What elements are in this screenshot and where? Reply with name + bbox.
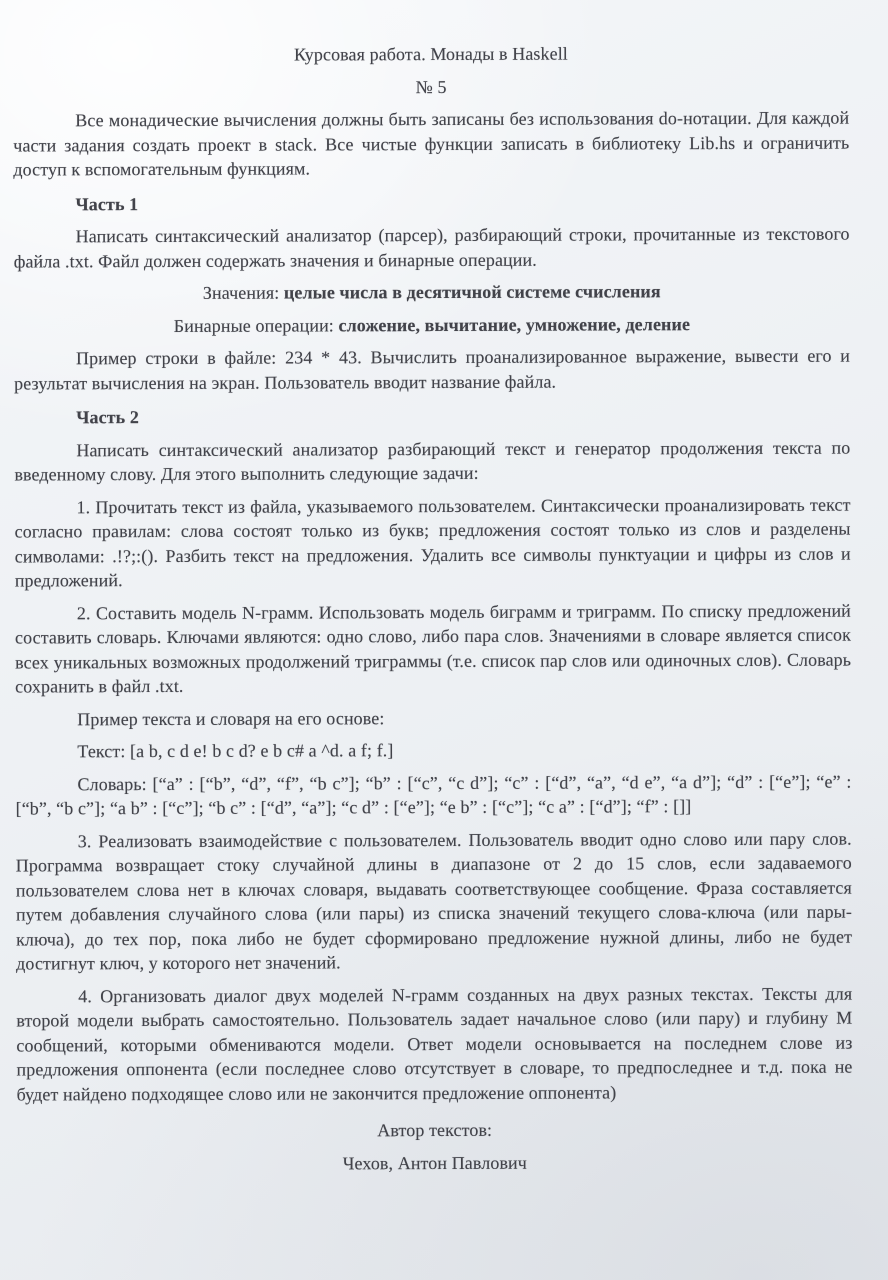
part2-heading: Часть 2 [76, 407, 140, 428]
doc-number: № 5 [415, 76, 447, 97]
part1-operations-line [14, 311, 850, 338]
part1-heading: Часть 1 [75, 193, 139, 214]
part2-example-label: Пример текста и словаря на его основе: [77, 707, 385, 729]
doc-title: Курсовая работа. Монады в Haskell [293, 43, 568, 65]
author-name: Чехов, Антон Павлович [342, 1152, 527, 1173]
part2-item-2: 2. Составить модель N-грамм. Использовать модель биграмм и триграмм. По списку предложений составить словарь. Ключами являются: одно слово, либо пара слов. Значениями в словаре является список всех уникальных возможных продолжений триграммы (т.е. список пар слов или одиночных слов). Словарь сохранить в файл .txt. [14, 600, 852, 697]
part1-example-paragraph: Пример строки в файле: 234 * 43. Вычислить проанализированное выражение, вывести его и результат вычисления на экран. Пользователь вводит название файла. [14, 345, 851, 394]
part2-task-paragraph: Написать синтаксический анализатор разбирающий текст и генератор продолжения текста по введенному слову. Для этого выполнить следующие задачи: [14, 437, 851, 485]
values-label: Значения: [202, 282, 284, 303]
part1-values-line [14, 279, 850, 306]
values-bold-text: целые числа в десятичной системе счисления [283, 281, 661, 303]
part2-item-3: 3. Реализовать взаимодействие с пользователем. Пользователь вводит одно слово или пару слов. Программа возвращает стоку случайной длины в диапазоне от 2 до 15 слов, если задаваемого пользователем слова нет в ключах словаря, выдавать соответствующее сообщение. Фраза составляется путем добавления случайного слова (или пары) из списка значений текущего слова-ключа (или пары-ключа), до тех пор, пока либо не будет сформировано предложение нужной длины, либо не будет достигнут ключ, у которого нет значений. [15, 828, 853, 974]
author-label: Автор текстов: [377, 1119, 493, 1141]
operations-label: Бинарные операции: [173, 314, 339, 336]
part2-text-example: Текст: [a b, c d e! b c d? e b c# a ^d. a f; f.] [77, 740, 394, 762]
intro-paragraph: Все монадические вычисления должны быть записаны без использования do-нотации. Для каждой части задания создать проект в stack. Все чистые функции записать в библиотеку Lib.hs и ограничить доступ к вспомогательным функциям. [13, 107, 850, 180]
part2-dictionary-example: Словарь: [“a” : [“b”, “d”, “f”, “b c”]; “b” : [“c”, “c d”]; “c” : [“d”, “a”, “d e”, “a d”]; “d” : [“e”]; “e” : [“b”, “b c”]; “a b” : [“c”]; “b c” : [“d”, “a”]; “c d” : [“e”]; “e b” : [“c”]; “c a” : [“d”]; “f” : []] [15, 771, 852, 819]
part1-task-paragraph: Написать синтаксический анализатор (парсер), разбирающий строки, прочитанные из текстового файла .txt. Файл должен содержать значения и бинарные операции. [13, 223, 850, 272]
part2-item-1: 1. Прочитать текст из файла, указываемого пользователем. Синтаксически проанализировать текст согласно правилам: слова состоят только из букв; предложения состоят только из слов и разделены символами: .!?;:(). Разбить текст на предложения. Удалить все символы пунктуации и цифры из слов и предложений. [14, 494, 851, 591]
operations-bold-text: сложение, вычитание, умножение, деление [338, 313, 691, 335]
part2-item-4: 4. Организовать диалог двух моделей N-грамм созданных на двух разных текстах. Тексты для второй модели выбрать самостоятельно. Пользователь задает начальное слово (или пару) и глубину М сообщений, которыми обмениваются модели. Ответ модели основывается на последнем слове из предложения оппонента (если последнее слово отсутствует в словаре, то предпоследнее и т.д. пока не будет найдено подходящее слово или не закончится предложение оппонента) [16, 983, 853, 1104]
